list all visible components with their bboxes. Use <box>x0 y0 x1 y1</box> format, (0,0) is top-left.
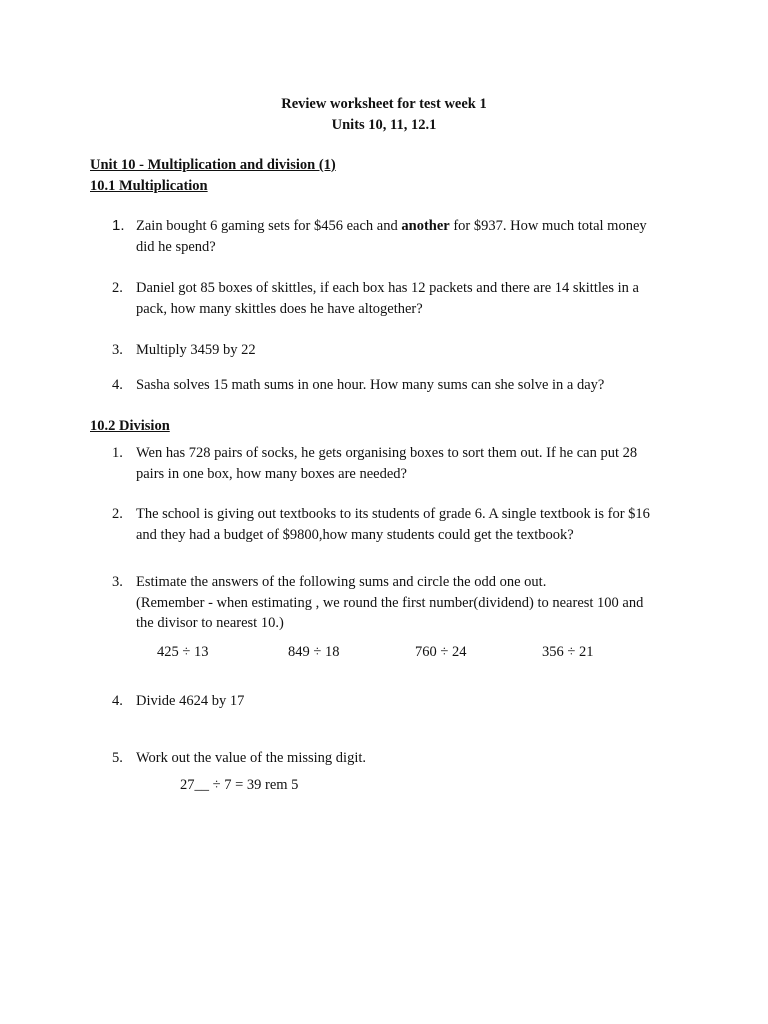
question-text-line: Sasha solves 15 math sums in one hour. How many sums can she solve in a day? <box>136 377 605 393</box>
question-number: 4. <box>112 693 123 709</box>
division-question-2 <box>112 504 682 545</box>
multiplication-question-4 <box>112 375 682 396</box>
division-question-5 <box>112 748 682 769</box>
multiplication-question-1 <box>112 216 682 257</box>
multiplication-heading: 10.1 Multiplication <box>90 178 208 194</box>
division-heading: 10.2 Division <box>90 418 170 434</box>
question-number: 4. <box>112 377 123 393</box>
question-text-line: Multiply 3459 by 22 <box>136 342 256 358</box>
worksheet-subtitle: Units 10, 11, 12.1 <box>331 117 437 133</box>
question-text-line: (Remember - when estimating , we round the first number(dividend) to nearest 100 and <box>136 594 644 611</box>
question-text-line: pairs in one box, how many boxes are needed? <box>136 465 407 482</box>
question-text-line: the divisor to nearest 10.) <box>136 615 284 631</box>
unit-10-heading: Unit 10 - Multiplication and division (1) <box>90 157 336 173</box>
question-text-line: Divide 4624 by 17 <box>136 693 245 709</box>
question-text-line: Work out the value of the missing digit. <box>136 750 366 766</box>
question-number: 2. <box>112 280 123 296</box>
question-number: 5. <box>112 750 123 766</box>
division-question-3 <box>112 572 682 634</box>
worksheet-title: Review worksheet for test week 1 <box>281 96 487 112</box>
bold-emphasis: another <box>401 218 450 234</box>
question-text-line: pack, how many skittles does he have altogether? <box>136 300 423 317</box>
question-text-line: did he spend? <box>136 238 216 255</box>
estimate-sum-4: 356 ÷ 21 <box>542 644 594 660</box>
multiplication-question-2 <box>112 278 682 319</box>
estimate-sum-2: 849 ÷ 18 <box>288 644 340 660</box>
multiplication-question-3 <box>112 340 682 361</box>
missing-digit-equation: 27__ ÷ 7 = 39 rem 5 <box>180 777 299 793</box>
question-text-line: The school is giving out textbooks to its students of grade 6. A single textbook is for $16 <box>136 506 650 522</box>
question-text-line: Daniel got 85 boxes of skittles, if each box has 12 packets and there are 14 skittles in a <box>136 280 639 296</box>
question-number: 2. <box>112 506 123 522</box>
question-number: 3. <box>112 574 123 590</box>
division-question-1 <box>112 443 682 484</box>
estimate-sum-1: 425 ÷ 13 <box>157 644 209 660</box>
question-number: 1. <box>112 445 123 461</box>
question-text-line: Wen has 728 pairs of socks, he gets organising boxes to sort them out. If he can put 28 <box>136 445 638 461</box>
division-question-4 <box>112 691 682 712</box>
question-text-line: and they had a budget of $9800,how many students could get the textbook? <box>136 526 574 543</box>
question-number: 3. <box>112 342 123 358</box>
question-text-line: Estimate the answers of the following sums and circle the odd one out. <box>136 574 547 590</box>
question-text-line: Zain bought 6 gaming sets for $456 each and another for $937. How much total money <box>136 218 647 234</box>
question-number: 1. <box>112 217 125 234</box>
estimate-sum-3: 760 ÷ 24 <box>415 644 467 660</box>
